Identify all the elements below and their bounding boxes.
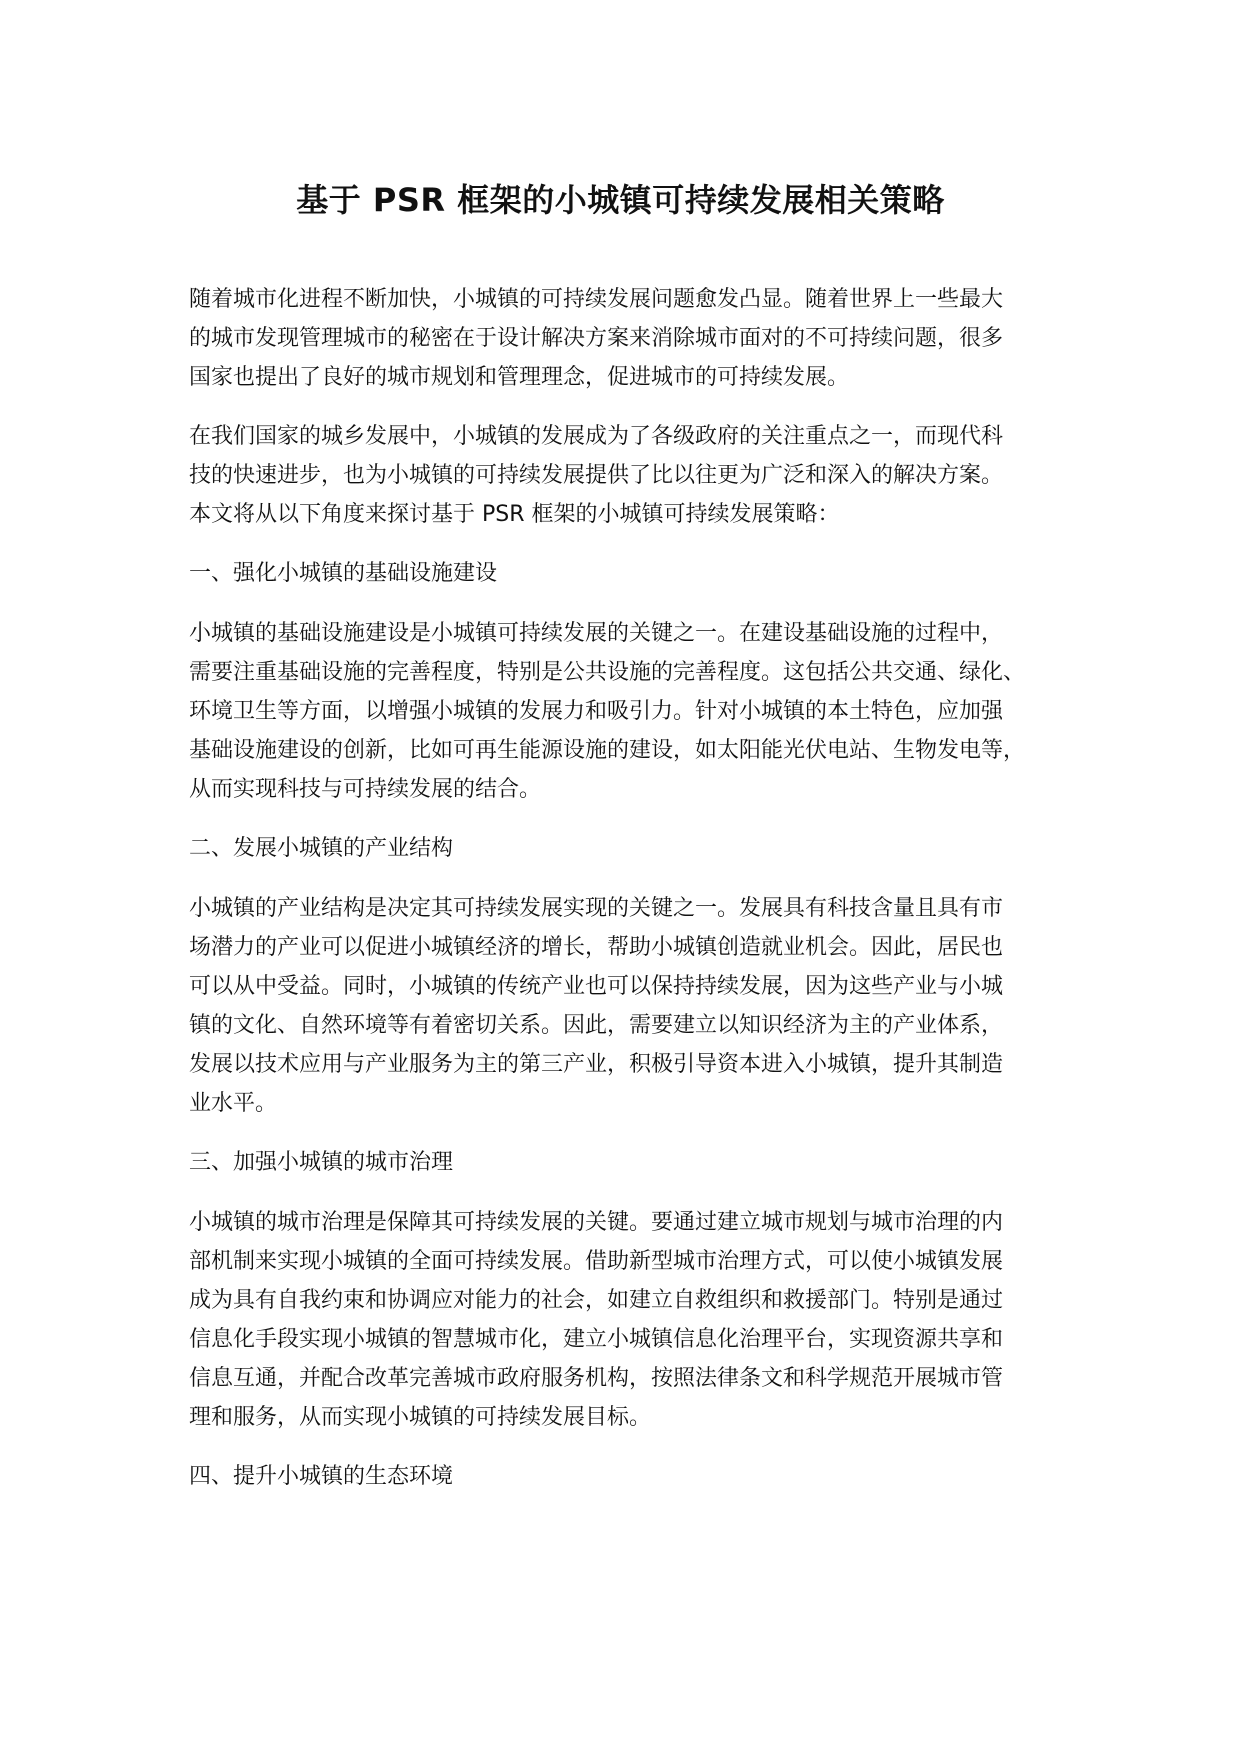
- paragraph-intro: [189, 280, 1089, 397]
- paragraph-line: 随着城市化进程不断加快，小城镇的可持续发展问题愈发凸显。随着世界上一些最大: [189, 287, 1004, 312]
- paragraph-line: 技的快速进步，也为小城镇的可持续发展提供了比以往更为广泛和深入的解决方案。: [189, 463, 1004, 488]
- paragraph-industry: [189, 889, 1089, 1123]
- section-heading-infrastructure: 一、强化小城镇的基础设施建设: [189, 561, 498, 586]
- paragraph-line: 理和服务，从而实现小城镇的可持续发展目标。: [189, 1405, 652, 1430]
- paragraph-line: 国家也提出了良好的城市规划和管理理念，促进城市的可持续发展。: [189, 365, 850, 390]
- document-title: 基于 PSR 框架的小城镇可持续发展相关策略: [296, 181, 945, 219]
- paragraph-context: [189, 417, 1089, 534]
- paragraph-infrastructure: [189, 614, 1089, 809]
- paragraph-line: 场潜力的产业可以促进小城镇经济的增长，帮助小城镇创造就业机会。因此，居民也: [189, 935, 1004, 960]
- paragraph-line: 小城镇的城市治理是保障其可持续发展的关键。要通过建立城市规划与城市治理的内: [189, 1210, 1004, 1235]
- paragraph-line: 成为具有自我约束和协调应对能力的社会，如建立自救组织和救援部门。特别是通过: [189, 1288, 1004, 1313]
- section-heading-industry: 二、发展小城镇的产业结构: [189, 836, 454, 861]
- paragraph-line: 发展以技术应用与产业服务为主的第三产业，积极引导资本进入小城镇，提升其制造: [189, 1052, 1004, 1077]
- paragraph-line: 需要注重基础设施的完善程度，特别是公共设施的完善程度。这包括公共交通、绿化、: [189, 660, 1026, 685]
- paragraph-line: 环境卫生等方面，以增强小城镇的发展力和吸引力。针对小城镇的本土特色，应加强: [189, 699, 1004, 724]
- paragraph-line: 镇的文化、自然环境等有着密切关系。因此，需要建立以知识经济为主的产业体系，: [189, 1013, 1004, 1038]
- paragraph-line: 业水平。: [189, 1091, 278, 1116]
- paragraph-line: 信息互通，并配合改革完善城市政府服务机构，按照法律条文和科学规范开展城市管: [189, 1366, 1004, 1391]
- paragraph-line: 小城镇的产业结构是决定其可持续发展实现的关键之一。发展具有科技含量且具有市: [189, 896, 1004, 921]
- paragraph-line: 小城镇的基础设施建设是小城镇可持续发展的关键之一。在建设基础设施的过程中，: [189, 621, 1004, 646]
- section-heading-governance: 三、加强小城镇的城市治理: [189, 1150, 454, 1175]
- paragraph-line: 本文将从以下角度来探讨基于 PSR 框架的小城镇可持续发展策略：: [189, 502, 840, 527]
- paragraph-line: 部机制来实现小城镇的全面可持续发展。借助新型城市治理方式，可以使小城镇发展: [189, 1249, 1004, 1274]
- paragraph-line: 从而实现科技与可持续发展的结合。: [189, 777, 542, 802]
- section-heading-ecology: 四、提升小城镇的生态环境: [189, 1464, 454, 1489]
- paragraph-line: 可以从中受益。同时，小城镇的传统产业也可以保持持续发展，因为这些产业与小城: [189, 974, 1004, 999]
- paragraph-line: 在我们国家的城乡发展中，小城镇的发展成为了各级政府的关注重点之一，而现代科: [189, 424, 1004, 449]
- paragraph-line: 基础设施建设的创新，比如可再生能源设施的建设，如太阳能光伏电站、生物发电等，: [189, 738, 1026, 763]
- paragraph-line: 的城市发现管理城市的秘密在于设计解决方案来消除城市面对的不可持续问题，很多: [189, 326, 1004, 351]
- paragraph-governance: [189, 1203, 1089, 1437]
- paragraph-line: 信息化手段实现小城镇的智慧城市化，建立小城镇信息化治理平台，实现资源共享和: [189, 1327, 1004, 1352]
- document-body: [189, 280, 1089, 1517]
